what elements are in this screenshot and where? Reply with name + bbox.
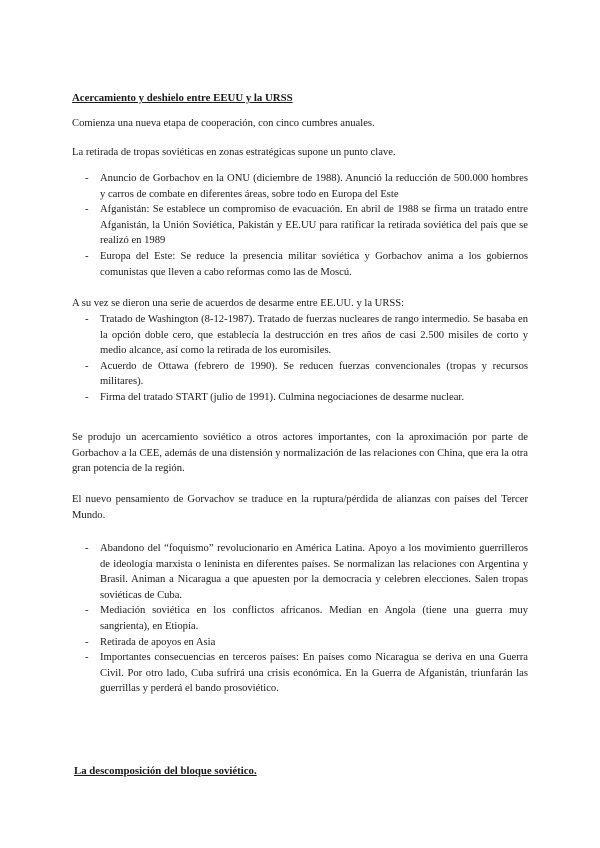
dash-marker: - bbox=[85, 652, 89, 664]
dash-marker: - bbox=[85, 314, 89, 325]
dash-marker: - bbox=[85, 360, 89, 372]
paragraph-third-world: El nuevo pensamiento de Gorvachov se traduce en la ruptura/pérdida de alianzas con países del Tercer Mundo. bbox=[72, 494, 528, 521]
dash-marker: - bbox=[85, 173, 89, 184]
list-item: - Afganistán: Se establece un compromiso de evacuación. En abril de 1988 se firma un tratado entre Afganistán, la Unión Soviética, Pakistán y EE.UU para ratificar la retirada soviética del país que se realizó en 1989 bbox=[85, 204, 528, 247]
bullet-list-disarmament bbox=[72, 312, 528, 406]
list-item: - Retirada de apoyos en Asia bbox=[72, 635, 528, 651]
intro-paragraph: Comienza una nueva etapa de cooperación, con cinco cumbres anuales. bbox=[72, 118, 375, 129]
list-item: - Firma del tratado START (julio de 1991). Culmina negociaciones de desarme nuclear. bbox=[72, 390, 528, 406]
list-item: - Anuncio de Gorbachov en la ONU (diciembre de 1988). Anunció la reducción de 500.000 hombres y carros de combate en diferentes áreas, sobre todo en Europa del Este bbox=[85, 173, 528, 200]
list-item: - Abandono del “foquismo” revolucionario en América Latina. Apoyo a los movimiento guerrilleros de ideología marxista o leninista en diferentes países. Se normalizan las relaciones con Argentina y Brasil. Animan a Nicaragua a que apuesten por la democracia y celebren elecciones. Salen tropas soviéticas de Cuba. bbox=[85, 543, 528, 601]
intro-paragraph-2: La retirada de tropas soviéticas en zonas estratégicas supone un punto clave. bbox=[72, 147, 396, 158]
paragraph-rapprochement: Se produjo un acercamiento soviético a otros actores importantes, con la aproximación por parte de Gorbachov a la CEE, además de una distensión y normalización de las relaciones con China, que era la otra gran potencia de la región. bbox=[72, 432, 528, 475]
list-item: - Acuerdo de Ottawa (febrero de 1990). Se reducen fuerzas convencionales (tropas y recursos militares). bbox=[85, 360, 528, 388]
bullet-list-withdrawal bbox=[72, 171, 528, 280]
dash-marker: - bbox=[85, 605, 89, 617]
list-item: - Importantes consecuencias en terceros países: En países como Nicaragua se deriva en una Guerra Civil. Por otro lado, Cuba sufrirá una crisis económica. En la Guerra de Afganistán, triunfarán las guerrillas y perderá el bando prosoviético. bbox=[85, 652, 528, 695]
dash-marker: - bbox=[85, 543, 89, 554]
dash-marker: - bbox=[85, 250, 89, 262]
dash-marker: - bbox=[85, 391, 89, 403]
list-item: - Tratado de Washington (8-12-1987). Tratado de fuerzas nucleares de rango intermedio. Se basaba en la opción doble cero, que establecía la destrucción en tres años de casi 2.500 misiles de corto y medio alcance, así como la retirada de los euromisiles. bbox=[85, 314, 528, 357]
section-title: Acercamiento y deshielo entre EEUU y la URSS bbox=[72, 92, 293, 104]
dash-marker: - bbox=[85, 636, 89, 648]
section-title-2: La descomposición del bloque soviético. bbox=[74, 765, 257, 777]
dash-marker: - bbox=[85, 204, 89, 216]
list-item: - Mediación soviética en los conflictos africanos. Median en Angola (tiene una guerra muy sangrienta), en Etiopía. bbox=[85, 605, 528, 632]
bullet-list-alliances bbox=[72, 541, 528, 697]
intro-paragraph-3: A su vez se dieron una serie de acuerdos de desarme entre EE.UU. y la URSS: bbox=[72, 298, 405, 309]
list-item: - Europa del Este: Se reduce la presencia militar soviética y Gorbachov anima a los gobiernos comunistas que lleven a cabo reformas como las de Moscú. bbox=[85, 250, 528, 278]
